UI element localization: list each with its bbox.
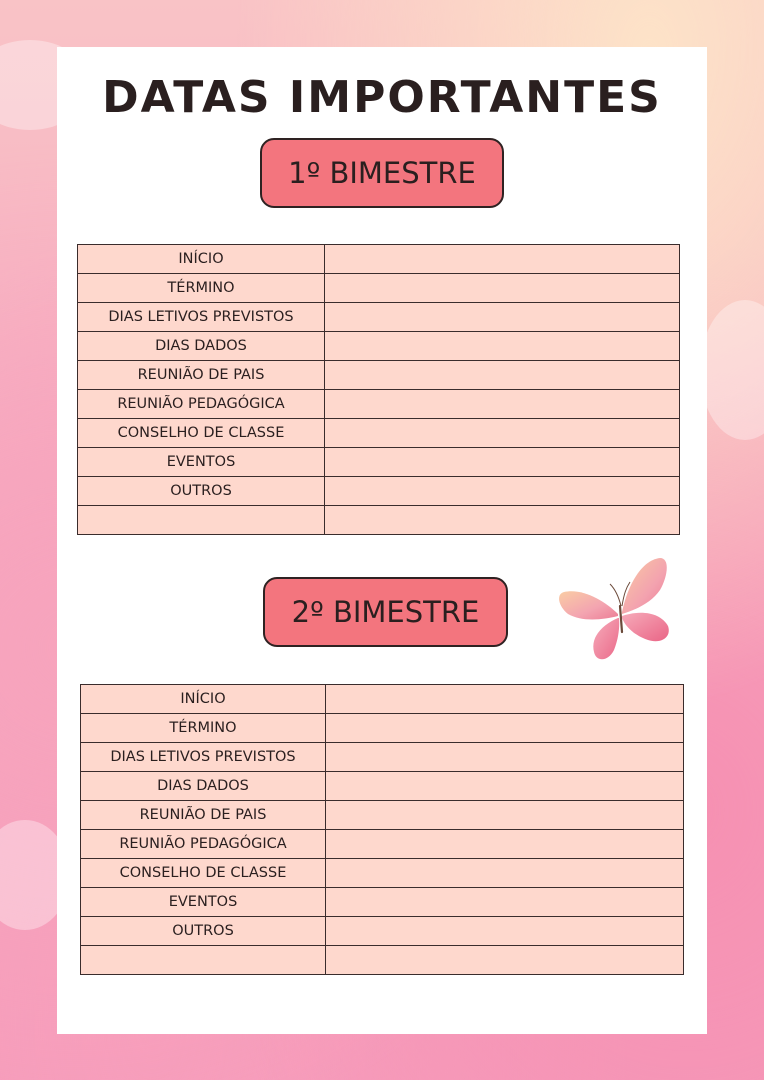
table-row bbox=[78, 303, 680, 332]
table-row bbox=[81, 830, 684, 859]
date-entry-cell[interactable] bbox=[325, 332, 680, 361]
date-entry-cell[interactable] bbox=[326, 859, 684, 888]
date-entry-cell[interactable] bbox=[326, 946, 684, 975]
date-entry-cell[interactable] bbox=[326, 685, 684, 714]
row-label: TÉRMINO bbox=[81, 714, 326, 743]
section-heading-bimestre-2: 2º BIMESTRE bbox=[263, 577, 508, 647]
date-entry-cell[interactable] bbox=[326, 801, 684, 830]
table-row bbox=[78, 361, 680, 390]
row-label: EVENTOS bbox=[81, 888, 326, 917]
date-entry-cell[interactable] bbox=[326, 714, 684, 743]
row-label: REUNIÃO DE PAIS bbox=[78, 361, 325, 390]
background-splash bbox=[700, 300, 764, 440]
table-row bbox=[78, 477, 680, 506]
table-row bbox=[81, 946, 684, 975]
table-row bbox=[81, 917, 684, 946]
section-heading-bimestre-1: 1º BIMESTRE bbox=[260, 138, 504, 208]
date-entry-cell[interactable] bbox=[325, 274, 680, 303]
row-label: REUNIÃO PEDAGÓGICA bbox=[78, 390, 325, 419]
table-row bbox=[78, 419, 680, 448]
table-row bbox=[78, 274, 680, 303]
date-entry-cell[interactable] bbox=[325, 245, 680, 274]
row-label: DIAS DADOS bbox=[78, 332, 325, 361]
table-row bbox=[81, 888, 684, 917]
date-entry-cell[interactable] bbox=[325, 448, 680, 477]
butterfly-icon bbox=[556, 554, 674, 666]
date-entry-cell[interactable] bbox=[325, 419, 680, 448]
row-label: INÍCIO bbox=[81, 685, 326, 714]
row-label: REUNIÃO DE PAIS bbox=[81, 801, 326, 830]
row-label: CONSELHO DE CLASSE bbox=[81, 859, 326, 888]
date-entry-cell[interactable] bbox=[325, 303, 680, 332]
table-row bbox=[81, 743, 684, 772]
row-label[interactable] bbox=[78, 506, 325, 535]
row-label: OUTROS bbox=[78, 477, 325, 506]
table-row bbox=[81, 685, 684, 714]
date-entry-cell[interactable] bbox=[326, 772, 684, 801]
page-title: DATAS IMPORTANTES bbox=[102, 72, 662, 123]
row-label: DIAS LETIVOS PREVISTOS bbox=[81, 743, 326, 772]
row-label: TÉRMINO bbox=[78, 274, 325, 303]
table-row bbox=[81, 772, 684, 801]
row-label: INÍCIO bbox=[78, 245, 325, 274]
row-label: OUTROS bbox=[81, 917, 326, 946]
date-entry-cell[interactable] bbox=[326, 743, 684, 772]
table-row bbox=[81, 801, 684, 830]
date-entry-cell[interactable] bbox=[325, 506, 680, 535]
date-entry-cell[interactable] bbox=[325, 390, 680, 419]
dates-table-bimestre-1 bbox=[77, 244, 680, 535]
date-entry-cell[interactable] bbox=[326, 917, 684, 946]
date-entry-cell[interactable] bbox=[326, 830, 684, 859]
date-entry-cell[interactable] bbox=[326, 888, 684, 917]
date-entry-cell[interactable] bbox=[325, 361, 680, 390]
table-row bbox=[78, 245, 680, 274]
row-label: CONSELHO DE CLASSE bbox=[78, 419, 325, 448]
table-row bbox=[78, 390, 680, 419]
date-entry-cell[interactable] bbox=[325, 477, 680, 506]
dates-table-bimestre-2 bbox=[80, 684, 684, 975]
row-label: EVENTOS bbox=[78, 448, 325, 477]
table-row bbox=[78, 448, 680, 477]
row-label[interactable] bbox=[81, 946, 326, 975]
table-row bbox=[78, 506, 680, 535]
table-row bbox=[81, 859, 684, 888]
row-label: REUNIÃO PEDAGÓGICA bbox=[81, 830, 326, 859]
row-label: DIAS DADOS bbox=[81, 772, 326, 801]
table-row bbox=[78, 332, 680, 361]
row-label: DIAS LETIVOS PREVISTOS bbox=[78, 303, 325, 332]
table-row bbox=[81, 714, 684, 743]
